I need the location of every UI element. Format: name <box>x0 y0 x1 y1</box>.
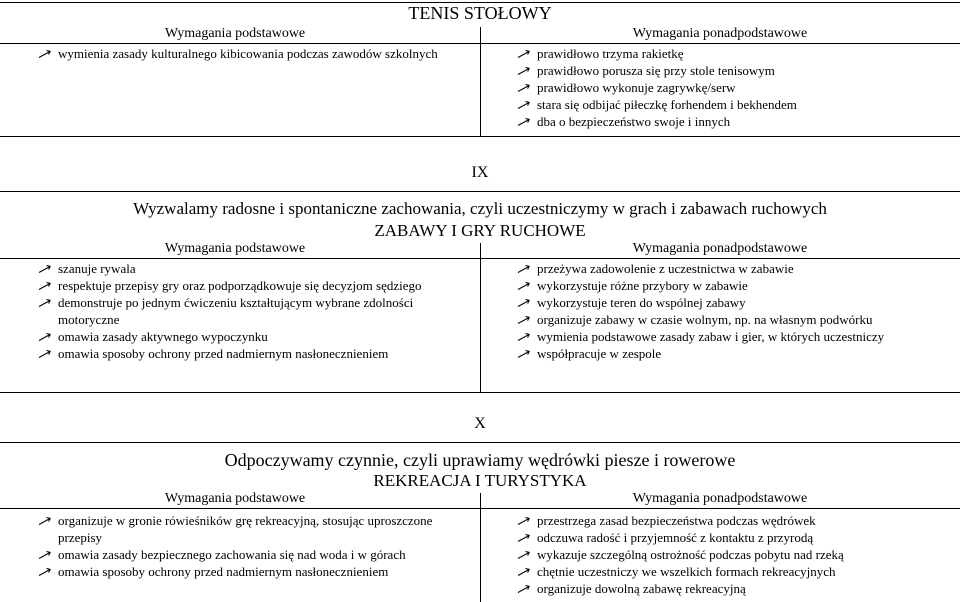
list-item <box>35 45 455 62</box>
arrow-bullet-icon <box>516 113 532 130</box>
list-item-text: prawidłowo porusza się przy stole tenisowym <box>537 63 775 78</box>
list-item-text: omawia sposoby ochrony przed nadmiernym nasłonecznieniem <box>58 346 389 361</box>
arrow-bullet-icon <box>516 328 532 345</box>
list-item-text: odczuwa radość i przyjemność z kontaktu z przyrodą <box>537 530 814 545</box>
recreation-column-divider <box>480 493 481 602</box>
list-item-text: wykorzystuje teren do wspólnej zabawy <box>537 295 746 310</box>
list-item <box>35 260 455 277</box>
list-item-text: szanuje rywala <box>58 261 136 276</box>
list-item-text: wymienia podstawowe zasady zabaw i gier, w których uczestniczy <box>537 329 885 344</box>
list-item-text: wykorzystuje różne przybory w zabawie <box>537 278 748 293</box>
list-item-text: organizuje zabawy w czasie wolnym, np. na własnym podwórku <box>537 312 873 327</box>
recreation-basic-list <box>35 512 455 580</box>
arrow-bullet-icon <box>37 277 53 294</box>
list-item <box>514 512 954 529</box>
arrow-bullet-icon <box>37 260 53 277</box>
recreation-section-title: Odpoczywamy czynnie, czyli uprawiamy wędrówki piesze i rowerowe <box>224 450 736 470</box>
arrow-bullet-icon <box>516 580 532 597</box>
list-item <box>514 45 954 62</box>
list-item <box>35 328 455 345</box>
list-item-text: chętnie uczestniczy we wszelkich formach rekreacyjnych <box>537 564 836 579</box>
games-basic-header: Wymagania podstawowe <box>164 241 306 256</box>
list-item <box>35 294 455 328</box>
tennis-basic-list <box>35 45 455 62</box>
tennis-bottom-border <box>0 136 960 137</box>
list-item-text: przeżywa zadowolenie z uczestnictwa w zabawie <box>537 261 794 276</box>
list-item <box>514 294 954 311</box>
list-item-text: prawidłowo trzyma rakietkę <box>537 46 684 61</box>
list-item <box>514 328 954 345</box>
games-top-border <box>0 191 960 192</box>
games-bottom-border <box>0 392 960 393</box>
arrow-bullet-icon <box>516 546 532 563</box>
list-item-text: omawia zasady bezpiecznego zachowania się nad woda i w górach <box>58 547 406 562</box>
arrow-bullet-icon <box>37 328 53 345</box>
list-item <box>35 277 455 294</box>
arrow-bullet-icon <box>516 311 532 328</box>
arrow-bullet-icon <box>516 563 532 580</box>
list-item-text: omawia zasady aktywnego wypoczynku <box>58 329 268 344</box>
arrow-bullet-icon <box>37 563 53 580</box>
games-column-divider <box>480 243 481 393</box>
arrow-bullet-icon <box>516 277 532 294</box>
list-item <box>35 512 455 546</box>
list-item <box>514 580 954 597</box>
list-item <box>514 79 954 96</box>
games-advanced-list <box>514 260 954 362</box>
tennis-advanced-header: Wymagania ponadpodstawowe <box>632 26 808 41</box>
arrow-bullet-icon <box>516 529 532 546</box>
list-item <box>514 345 954 362</box>
recreation-advanced-list <box>514 512 954 597</box>
list-item-text: wykazuje szczególną ostrożność podczas pobytu nad rzeką <box>537 547 844 562</box>
list-item-text: przestrzega zasad bezpieczeństwa podczas wędrówek <box>537 513 816 528</box>
arrow-bullet-icon <box>516 96 532 113</box>
list-item <box>514 62 954 79</box>
list-item-text: prawidłowo wykonuje zagrywkę/serw <box>537 80 736 95</box>
arrow-bullet-icon <box>37 345 53 362</box>
arrow-bullet-icon <box>37 512 53 529</box>
list-item-text: demonstruje po jednym ćwiczeniu kształtującym wybrane zdolności motoryczne <box>58 295 414 327</box>
list-item <box>514 311 954 328</box>
recreation-basic-header: Wymagania podstawowe <box>164 491 306 506</box>
list-item <box>514 113 954 130</box>
arrow-bullet-icon <box>516 260 532 277</box>
list-item <box>514 563 954 580</box>
list-item <box>35 345 455 362</box>
games-section-title: Wyzwalamy radosne i spontaniczne zachowania, czyli uczestniczymy w grach i zabawach ruchowych <box>133 199 827 218</box>
arrow-bullet-icon <box>37 294 53 311</box>
tennis-basic-header: Wymagania podstawowe <box>164 26 306 41</box>
arrow-bullet-icon <box>516 512 532 529</box>
list-item <box>514 529 954 546</box>
recreation-subtitle: REKREACJA I TURYSTYKA <box>373 471 587 490</box>
list-item <box>514 546 954 563</box>
tennis-advanced-list <box>514 45 954 130</box>
tennis-title: TENIS STOŁOWY <box>408 3 552 23</box>
arrow-bullet-icon <box>37 45 53 62</box>
arrow-bullet-icon <box>516 45 532 62</box>
list-item-text: dba o bezpieczeństwo swoje i innych <box>537 114 731 129</box>
list-item-text: stara się odbijać piłeczkę forhendem i bekhendem <box>537 97 797 112</box>
arrow-bullet-icon <box>516 62 532 79</box>
arrow-bullet-icon <box>516 345 532 362</box>
list-item <box>35 563 455 580</box>
section-x-numeral: X <box>474 415 486 432</box>
tennis-column-divider <box>480 27 481 137</box>
list-item <box>514 277 954 294</box>
recreation-top-border <box>0 442 960 443</box>
games-advanced-header: Wymagania ponadpodstawowe <box>632 241 808 256</box>
games-subtitle: ZABAWY I GRY RUCHOWE <box>374 221 586 240</box>
list-item <box>514 96 954 113</box>
list-item-text: organizuje dowolną zabawę rekreacyjną <box>537 581 746 596</box>
list-item <box>35 546 455 563</box>
arrow-bullet-icon <box>37 546 53 563</box>
list-item-text: omawia sposoby ochrony przed nadmiernym nasłonecznieniem <box>58 564 389 579</box>
list-item-text: współpracuje w zespole <box>537 346 662 361</box>
recreation-advanced-header: Wymagania ponadpodstawowe <box>632 491 808 506</box>
section-ix-numeral: IX <box>471 164 489 181</box>
list-item-text: wymienia zasady kulturalnego kibicowania podczas zawodów szkolnych <box>58 46 438 61</box>
games-basic-list <box>35 260 455 362</box>
arrow-bullet-icon <box>516 294 532 311</box>
list-item-text: respektuje przepisy gry oraz podporządkowuje się decyzjom sędziego <box>58 278 422 293</box>
list-item <box>514 260 954 277</box>
arrow-bullet-icon <box>516 79 532 96</box>
list-item-text: organizuje w gronie rówieśników grę rekreacyjną, stosując uproszczone przepisy <box>58 513 433 545</box>
